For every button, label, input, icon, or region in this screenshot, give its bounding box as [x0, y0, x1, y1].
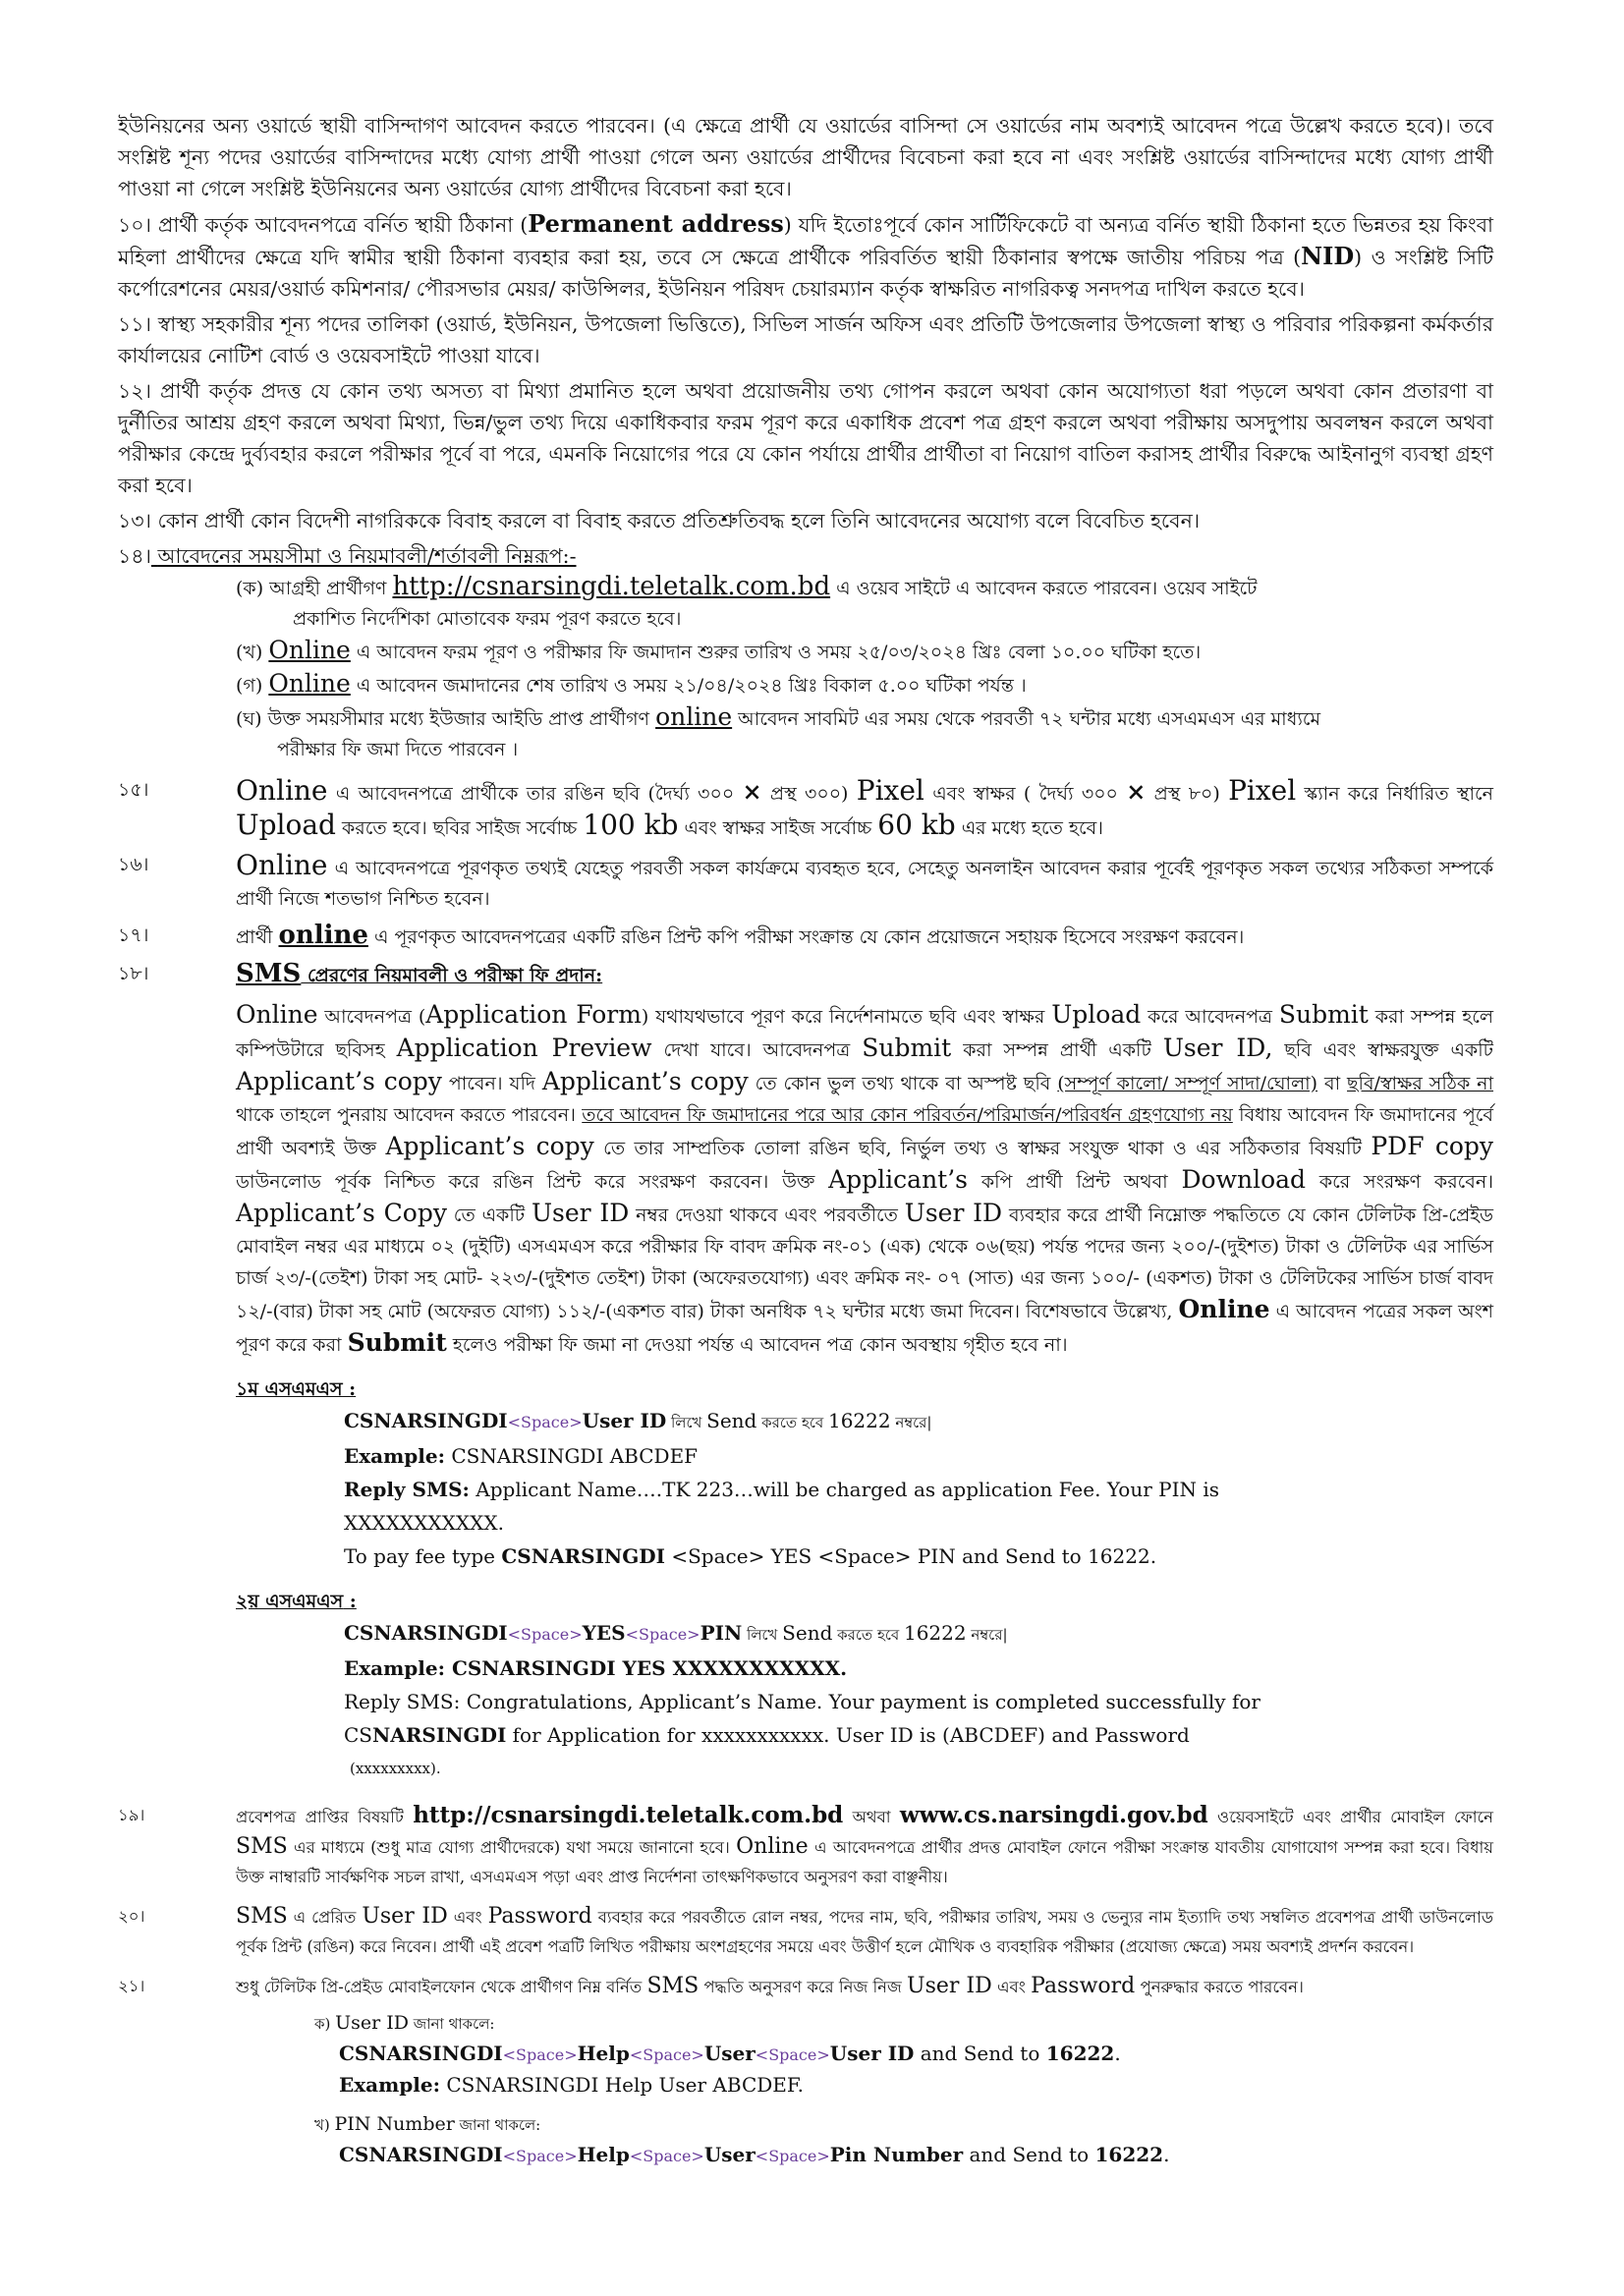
user-id-recovery-format: CSNARSINGDI<Space>Help<Space>User<Space>User ID and Send to 16222.	[339, 2042, 1121, 2065]
sms2-reply-3: (xxxxxxxxx).	[350, 1760, 441, 1777]
user-id-recovery-example: Example: CSNARSINGDI Help User ABCDEF.	[339, 2073, 804, 2097]
sms2-format: CSNARSINGDI<Space>YES<Space>PIN লিখে Send করতে হবে 16222 নম্বরে|	[344, 1621, 1008, 1645]
website-link[interactable]: http://csnarsingdi.teletalk.com.bd	[392, 572, 831, 601]
gov-website-link[interactable]: www.cs.narsingdi.gov.bd	[899, 1802, 1208, 1828]
clause-21-kha: খ) PIN Number জানা থাকলে:	[314, 2113, 541, 2135]
sms1-pay: To pay fee type CSNARSINGDI <Space> YES <Space> PIN and Send to 16222.	[344, 1544, 1157, 1568]
clause-14-gha: (ঘ) উক্ত সময়সীমার মধ্যে ইউজার আইডি প্রাপ্ত প্রার্থীগণ online আবেদন সাবমিট এর সময় থেকে পরবর্তী ৭২ ঘন্টার মধ্যে এসএমএস এর মাধ্যমে পরীক্ষার ফি জমা দিতে পারবেন ।	[236, 702, 1321, 760]
sms2-heading: ২য় এসএমএস :	[236, 1591, 357, 1612]
document-page	[118, 110, 1493, 2171]
clause-12: ১২। প্রার্থী কর্তৃক প্রদত্ত যে কোন তথ্য অসত্য বা মিথ্যা প্রমানিত হলে অথবা প্রয়োজনীয় তথ্য গোপন করলে অথবা কোন অযোগ্যতা ধরা পড়লে অথবা কোন প্রতারণা বা দুর্নীতির আশ্রয় গ্রহণ করলে অথবা মিথ্যা, ভিন্ন/ভুল তথ্য দিয়ে একাধিকবার ফরম পূরণ করে একাধিক প্রবেশ পত্র গ্রহণ করলে অথবা পরীক্ষায় অসদুপায় অবলম্বন করলে অথবা পরীক্ষার কেন্দ্রে দুর্ব্যবহার করলে পরীক্ষার পূর্বে বা পরে, এমনকি নিয়োগের পরে যে কোন পর্যায়ে প্রার্থীর প্রার্থীতা বা নিয়োগ বাতিল করাসহ প্রার্থীর বিরুদ্ধে আইনানুগ ব্যবস্থা গ্রহণ করা হবে।	[118, 379, 1493, 497]
pin-recovery-format: CSNARSINGDI<Space>Help<Space>User<Space>Pin Number and Send to 16222.	[339, 2143, 1170, 2166]
clause-10: ১০। প্রার্থী কর্তৃক আবেদনপত্রে বর্নিত স্থায়ী ঠিকানা (Permanent address) যদি ইতোঃপূর্বে কোন সার্টিফিকেটে বা অন্যত্র বর্নিত স্থায়ী ঠিকানা হতে ভিন্নতর হয় কিংবা মহিলা প্রার্থীদের ক্ষেত্রে যদি স্বামীর স্থায়ী ঠিকানা ব্যবহার করা হয়, তবে সে ক্ষেত্রে প্রার্থীকে পরিবর্তিত স্থায়ী ঠিকানার স্বপক্ষে জাতীয় পরিচয় পত্র (NID) ও সংশ্লিষ্ট সিটি কর্পোরেশনের মেয়র/ওয়ার্ড কমিশনার/ পৌরসভার মেয়র/ কাউন্সিলর, ইউনিয়ন পরিষদ চেয়ারম্যান কর্তৃক স্বাক্ষরিত নাগরিকত্ব সনদপত্র দাখিল করতে হবে।	[118, 209, 1493, 301]
sms2-reply: Reply SMS: Congratulations, Applicant’s Name. Your payment is completed successfully for	[344, 1690, 1260, 1713]
clause-21-kha-body	[339, 2140, 1493, 2171]
clause-17: ১৭। প্রার্থী online এ পূরণকৃত আবেদনপত্রের একটি রঙিন প্রিন্ট কপি পরীক্ষা সংক্রান্ত যে কোন প্রয়োজনে সহায়ক হিসেবে সংরক্ষণ করবেন।	[118, 921, 1245, 950]
website-link-2[interactable]: http://csnarsingdi.teletalk.com.bd	[413, 1802, 844, 1828]
sms2-reply-2: CSNARSINGDI for Application for xxxxxxxxxxx. User ID is (ABCDEF) and Password	[344, 1723, 1190, 1747]
clause-18-body: Online আবেদনপত্র (Application Form) যথাযথভাবে পূরণ করে নির্দেশনামতে ছবি এবং স্বাক্ষর Upload করে আবেদনপত্র Submit করা সম্পন্ন হলে কম্পিউটারে ছবিসহ Application Preview দেখা যাবে। আবেদনপত্র Submit করা সম্পন্ন প্রার্থী একটি User ID, ছবি এবং স্বাক্ষরযুক্ত একটি Applicant’s copy পাবেন। যদি Applicant’s copy তে কোন ভুল তথ্য থাকে বা অস্পষ্ট ছবি (সম্পূর্ণ কালো/ সম্পূর্ণ সাদা/ঘোলা) বা ছবি/স্বাক্ষর সঠিক না থাকে তাহলে পুনরায় আবেদন করতে পারবেন। তবে আবেদন ফি জমাদানের পরে আর কোন পরিবর্তন/পরিমার্জন/পরিবর্ধন গ্রহণযোগ্য নয় বিধায় আবেদন ফি জমাদানের পূর্বে প্রার্থী অবশ্যই উক্ত Applicant’s copy তে তার সাম্প্রতিক তোলা রঙিন ছবি, নির্ভুল তথ্য ও স্বাক্ষর সংযুক্ত থাকা ও এর সঠিকতার বিষয়টি PDF copy ডাউনলোড পূর্বক নিশ্চিত করে রঙিন প্রিন্ট করে সংরক্ষণ করবেন। উক্ত Applicant’s কপি প্রার্থী প্রিন্ট অথবা Download করে সংরক্ষণ করবেন। Applicant’s Copy তে একটি User ID নম্বর দেওয়া থাকবে এবং পরবর্তীতে User ID ব্যবহার করে প্রার্থী নিম্নোক্ত পদ্ধতিতে যে কোন টেলিটক প্রি-প্রেইড মোবাইল নম্বর এর মাধ্যমে ০২ (দুইটি) এসএমএস করে পরীক্ষার ফি বাবদ ক্রমিক নং-০১ (এক) থেকে ০৬(ছয়) পর্যন্ত পদের জন্য ২০০/-(দুইশত) টাকা ও টেলিটক এর সার্ভিস চার্জ ২৩/-(তেইশ) টাকা সহ মোট- ২২৩/-(দুইশত তেইশ) টাকা (অফেরতযোগ্য) এবং ক্রমিক নং- ০৭ (সাত) এর জন্য ১০০/- (একশত) টাকা ও টেলিটকের সার্ভিস চার্জ বাবদ ১২/-(বার) টাকা সহ মোট (অফেরত যোগ্য) ১১২/-(একশত বার) টাকা অনধিক ৭২ ঘন্টার মধ্যে জমা দিবেন। বিশেষভাবে উল্লেখ্য, Online এ আবেদন পত্রের সকল অংশ পূরণ করে করা Submit হলেও পরীক্ষা ফি জমা না দেওয়া পর্যন্ত এ আবেদন পত্র কোন অবস্থায় গৃহীত হবে না।	[236, 1000, 1494, 1357]
clause-21-ka-body	[339, 2039, 1493, 2100]
clause-19: ১৯। প্রবেশপত্র প্রাপ্তির বিষয়টি http://csnarsingdi.teletalk.com.bd অথবা www.cs.narsingdi.gov.bd ওয়েবসাইটে এবং প্রার্থীর মোবাইল ফোনে SMS এর মাধ্যমে (শুধু মাত্র যোগ্য প্রার্থীদেরকে) যথা সময়ে জানানো হবে। Online এ আবেদনপত্রে প্রার্থীর প্রদত্ত মোবাইল ফোনে পরীক্ষা সংক্রান্ত যাবতীয় যোগাযোগ সম্পন্ন করা হবে। বিধায় উক্ত নাম্বারটি সার্বক্ষণিক সচল রাখা, এসএমএস পড়া এবং প্রাপ্ত নির্দেশনা তাৎক্ষণিকভাবে অনুসরণ করা বাঞ্ছনীয়।	[118, 1802, 1494, 1886]
clause-11: ১১। স্বাস্থ্য সহকারীর শূন্য পদের তালিকা (ওয়ার্ড, ইউনিয়ন, উপজেলা ভিত্তিতে), সিভিল সার্জন অফিস এবং প্রতিটি উপজেলার উপজেলা স্বাস্থ্য ও পরিবার পরিকল্পনা কর্মকর্তার কার্যালয়ের নোটিশ বোর্ড ও ওয়েবসাইটে পাওয়া যাবে।	[118, 312, 1493, 367]
sms1-reply: Reply SMS: Applicant Name….TK 223…will be charged as application Fee. Your PIN is	[344, 1478, 1219, 1501]
clause-21: ২১। শুধু টেলিটক প্রি-প্রেইড মোবাইলফোন থেকে প্রার্থীগণ নিম্ন বর্নিত SMS পদ্ধতি অনুসরণ করে নিজ নিজ User ID এবং Password পুনরুদ্ধার করতে পারবেন।	[118, 1974, 1304, 1998]
sms1-reply-pin: XXXXXXXXXXX.	[344, 1511, 504, 1535]
clause-14-heading: ১৪। আবেদনের সময়সীমা ও নিয়মাবলী/শর্তাবলী নিম্নরূপ:-	[118, 544, 577, 568]
clause-14-ka: (ক) আগ্রহী প্রার্থীগণ http://csnarsingdi.teletalk.com.bd এ ওয়েব সাইটে এ আবেদন করতে পারবেন। ওয়েব সাইটে প্রকাশিত নির্দেশিকা মোতাবেক ফরম পূরণ করতে হবে।	[236, 572, 1258, 630]
clause-20: ২০। SMS এ প্রেরিত User ID এবং Password ব্যবহার করে পরবর্তীতে রোল নম্বর, পদের নাম, ছবি, পরীক্ষার তারিখ, সময় ও ভেন্যুর নাম ইত্যাদি তথ্য সম্বলিত প্রবেশপত্র প্রার্থী ডাউনলোড পূর্বক প্রিন্ট (রঙিন) করে নিবেন। প্রার্থী এই প্রবেশ পত্রটি লিখিত পরীক্ষায় অংশগ্রহণের সময়ে এবং উত্তীর্ণ হলে মৌখিক ও ব্যবহারিক পরীক্ষার (প্রযোজ্য ক্ষেত্রে) সময় অবশ্যই প্রদর্শন করবেন।	[118, 1904, 1493, 1956]
clause-18: ১৮। SMS প্রেরণের নিয়মাবলী ও পরীক্ষা ফি প্রদান:	[118, 959, 603, 988]
intro-paragraph: ইউনিয়নের অন্য ওয়ার্ডে স্থায়ী বাসিন্দাগণ আবেদন করতে পারবেন। (এ ক্ষেত্রে প্রার্থী যে ওয়ার্ডের বাসিন্দা সে ওয়ার্ডের নাম অবশ্যই আবেদন পত্রে উল্লেখ করতে হবে)। তবে সংশ্লিষ্ট শূন্য পদের ওয়ার্ডের বাসিন্দাদের মধ্যে যোগ্য প্রার্থী পাওয়া গেলে অন্য ওয়ার্ডের প্রার্থীদের বিবেচনা করা হবে না এবং সংশ্লিষ্ট ওয়ার্ডের বাসিন্দাদের মধ্যে যোগ্য প্রার্থী পাওয়া না গেলে সংশ্লিষ্ট ইউনিয়নের অন্য ওয়ার্ডের যোগ্য প্রার্থীদের বিবেচনা করা হবে।	[118, 114, 1493, 200]
sms1-lines	[344, 1404, 1493, 1573]
sms2-lines	[344, 1616, 1493, 1785]
clause-15: ১৫। Online এ আবেদনপত্রে প্রার্থীকে তার রঙিন ছবি (দৈর্ঘ্য ৩০০ × প্রস্থ ৩০০) Pixel এবং স্বাক্ষর ( দৈর্ঘ্য ৩০০ × প্রস্থ ৮০) Pixel স্ক্যান করে নির্ধারিত স্থানে Upload করতে হবে। ছবির সাইজ সর্বোচ্চ 100 kb এবং স্বাক্ষর সাইজ সর্বোচ্চ 60 kb এর মধ্যে হতে হবে।	[118, 774, 1493, 841]
sms1-example: Example: CSNARSINGDI ABCDEF	[344, 1444, 699, 1468]
clause-14-kha: (খ) Online এ আবেদন ফরম পূরণ ও পরীক্ষার ফি জমাদান শুরুর তারিখ ও সময় ২৫/০৩/২০২৪ খ্রিঃ বেলা ১০.০০ ঘটিকা হতে।	[236, 636, 1202, 664]
clause-16: ১৬। Online এ আবেদনপত্রে পূরণকৃত তথ্যই যেহেতু পরবর্তী সকল কার্যক্রমে ব্যবহৃত হবে, সেহেতু অনলাইন আবেদন করার পূর্বেই পূরণকৃত সকল তথ্যের সঠিকতা সম্পর্কে প্রার্থী নিজে শতভাগ নিশ্চিত হবেন।	[118, 849, 1493, 910]
clause-13: ১৩। কোন প্রার্থী কোন বিদেশী নাগরিককে বিবাহ করলে বা বিবাহ করতে প্রতিশ্রুতিবদ্ধ হলে তিনি আবেদনের অযোগ্য বলে বিবেচিত হবেন।	[118, 509, 1201, 532]
sms2-example: Example: CSNARSINGDI YES XXXXXXXXXXX.	[344, 1656, 848, 1680]
clause-14-items	[236, 572, 1454, 765]
clause-21-ka: ক) User ID জানা থাকলে:	[314, 2012, 495, 2034]
clause-14-ga: (গ) Online এ আবেদন জমাদানের শেষ তারিখ ও সময় ২১/০৪/২০২৪ খ্রিঃ বিকাল ৫.০০ ঘটিকা পর্যন্ত ।	[236, 669, 1027, 698]
sms1-format: CSNARSINGDI<Space>User ID লিখে Send করতে হবে 16222 নম্বরে|	[344, 1409, 932, 1432]
sms1-heading: ১ম এসএমএস :	[236, 1378, 357, 1400]
